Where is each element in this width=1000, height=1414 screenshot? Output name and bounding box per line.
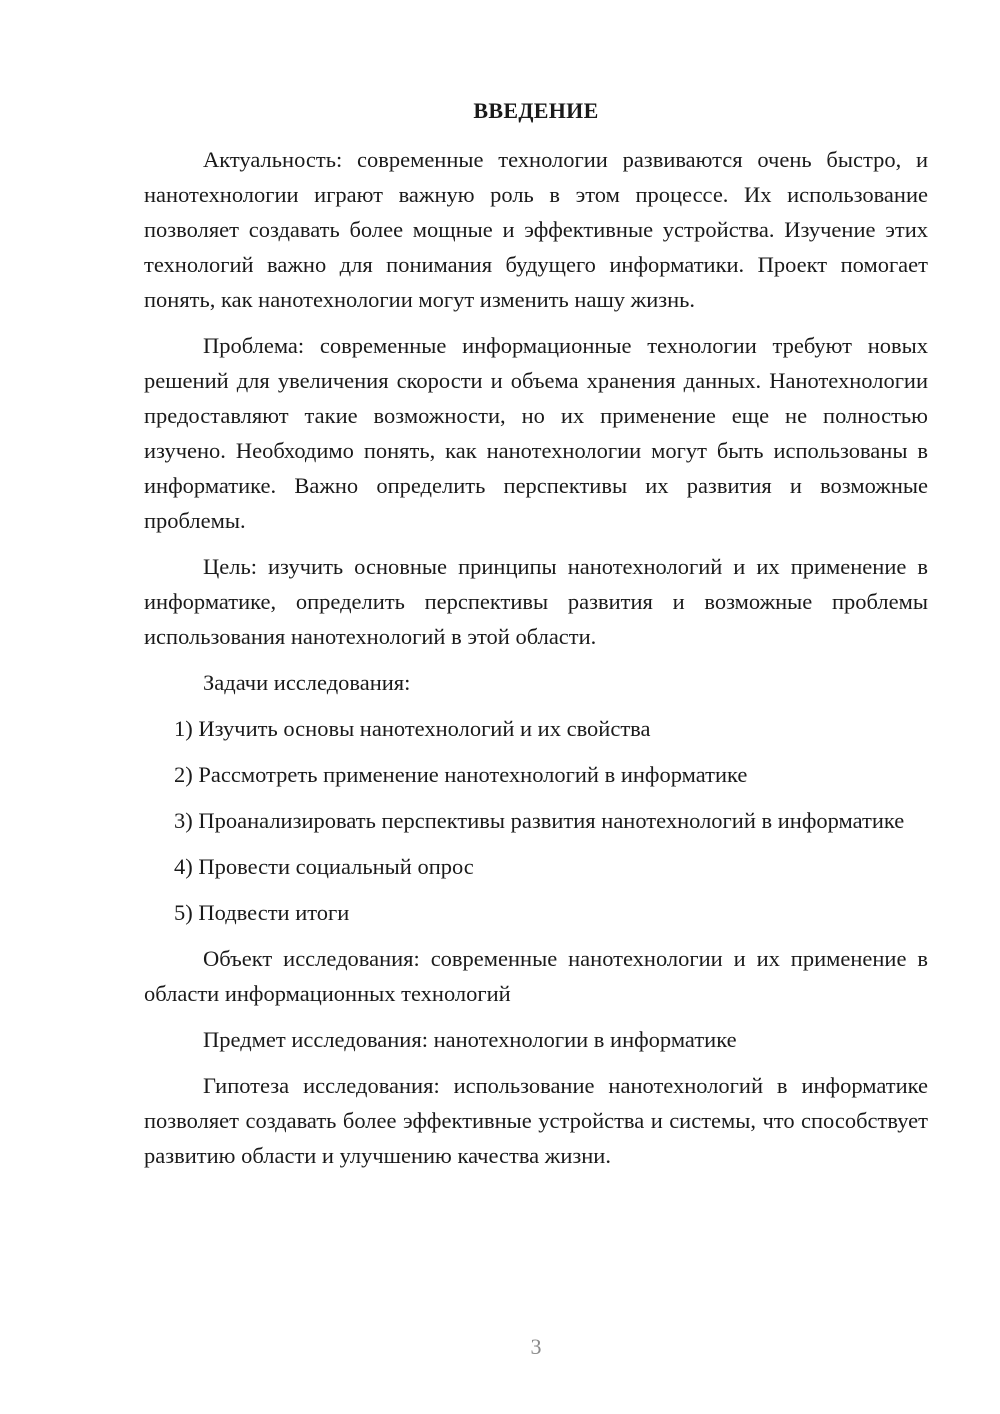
task-item-4: 4) Провести социальный опрос — [174, 854, 474, 879]
relevance-paragraph: Актуальность: современные технологии развиваются очень быстро, и нанотехнологии играют важную роль в этом процессе. Их использование позволяет создавать более мощные и эффективные устройства. Изучение этих технологий важно для понимания будущего информатики. Проект помогает понять, как нанотехнологии могут изменить нашу жизнь. — [144, 147, 928, 312]
task-item-1: 1) Изучить основы нанотехнологий и их свойства — [174, 716, 651, 741]
body-text — [144, 142, 928, 1184]
section-heading: ВВЕДЕНИЕ — [473, 98, 599, 123]
page-number: 3 — [530, 1334, 542, 1359]
tasks-heading: Задачи исследования: — [203, 670, 411, 695]
problem-paragraph: Проблема: современные информационные технологии требуют новых решений для увеличения скорости и объема хранения данных. Нанотехнологии предоставляют такие возможности, но их применение еще не полностью изучено. Необходимо понять, как нанотехнологии могут быть использованы в информатике. Важно определить перспективы их развития и возможные проблемы. — [144, 333, 928, 533]
object-paragraph: Объект исследования: современные нанотехнологии и их применение в области информационных технологий — [144, 946, 928, 1006]
task-item-5: 5) Подвести итоги — [174, 900, 350, 925]
task-item-3: 3) Проанализировать перспективы развития нанотехнологий в информатике — [174, 808, 905, 833]
goal-paragraph: Цель: изучить основные принципы нанотехнологий и их применение в информатике, определить перспективы развития и возможные проблемы использования нанотехнологий в этой области. — [144, 554, 928, 649]
task-item-2: 2) Рассмотреть применение нанотехнологий в информатике — [174, 762, 748, 787]
hypothesis-paragraph: Гипотеза исследования: использование нанотехнологий в информатике позволяет создавать более эффективные устройства и системы, что способствует развитию области и улучшению качества жизни. — [144, 1073, 928, 1168]
subject-paragraph: Предмет исследования: нанотехнологии в информатике — [203, 1027, 737, 1052]
